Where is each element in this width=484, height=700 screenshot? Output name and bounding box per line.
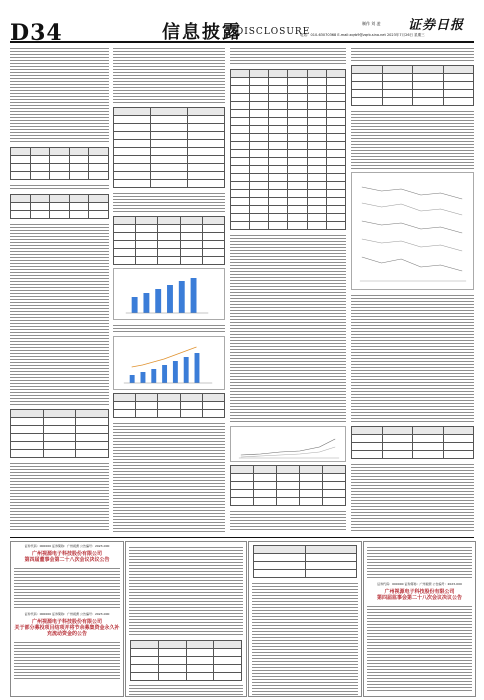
text-block: [113, 323, 225, 333]
text-block: [10, 222, 109, 406]
data-table: [130, 640, 242, 681]
text-block: [113, 421, 225, 532]
data-table: [253, 545, 357, 578]
text-block: [351, 109, 474, 169]
notice-company: 广州视源电子科技股份有限公司: [31, 551, 102, 557]
text-block: [351, 46, 474, 62]
bar: [143, 293, 149, 313]
column-4: [351, 46, 474, 532]
text-block: [10, 183, 109, 191]
data-table: [113, 216, 225, 265]
bar: [195, 353, 200, 383]
newspaper-logo: 证券日报: [408, 18, 465, 33]
data-table: [351, 65, 474, 106]
bar: [141, 372, 146, 383]
bar: [191, 278, 197, 313]
text-block: [367, 604, 472, 692]
data-table: [230, 69, 346, 230]
data-table: [351, 426, 474, 459]
text-block: [14, 566, 120, 610]
bar: [173, 361, 178, 383]
text-block: [230, 509, 346, 532]
notice-title: [13, 619, 121, 637]
text-block: [10, 461, 109, 532]
text-block: [367, 545, 472, 579]
bar: [151, 369, 156, 383]
text-block: [351, 293, 474, 423]
data-table: [10, 147, 109, 180]
notice-subject: 第四届董事会第二十八次会议决议公告: [24, 557, 110, 563]
section-divider: [10, 537, 474, 538]
bar-line-chart-figure: [113, 336, 225, 390]
stock-info: 证券代码：000000 证券简称：广州视源 公告编号：2023-000: [24, 544, 110, 548]
text-block: [230, 46, 346, 66]
bar: [167, 285, 173, 313]
text-block: [252, 581, 358, 697]
column-3: [230, 46, 346, 532]
bar-chart-figure: [113, 268, 225, 320]
notice-title: [13, 551, 121, 563]
stock-info: 证券代码：000000 证券简称：广州视源 公告编号：2023-000: [24, 612, 110, 616]
main-columns: [10, 46, 474, 532]
lower-notices: [10, 541, 474, 695]
column-2: [113, 46, 225, 532]
stock-info: 证券代码：000000 证券简称：广州视源 公告编号：2023-000: [377, 582, 462, 586]
text-block: [10, 46, 109, 144]
notice-company: 广州视源电子科技股份有限公司: [31, 619, 102, 625]
notice-box-middle-1: [125, 541, 247, 697]
text-block: [129, 545, 243, 637]
bar: [184, 357, 189, 383]
column-1: [10, 46, 109, 532]
notice-box-right: [363, 541, 476, 697]
multi-line-chart-figure: [351, 172, 474, 290]
data-table: [10, 194, 109, 219]
page-number: D34: [10, 20, 63, 46]
section-title: 信息披露: [162, 22, 242, 43]
text-block: [230, 233, 346, 423]
bar: [155, 289, 161, 313]
text-block: [113, 191, 225, 213]
bar: [162, 365, 167, 383]
data-table: [113, 393, 225, 418]
notice-box-middle-2: [248, 541, 362, 697]
notice-title: [366, 589, 473, 601]
section-title-en: DISCLOSURE: [236, 27, 311, 37]
editor-line: 制作 刘 凌: [362, 21, 381, 26]
contact-info: 电话：010-63070368 E-mail:zqrb9@zqrb.sina.net: [300, 33, 386, 37]
notice-subject: 关于部分募投项目结项并将节余募集资金永久补充流动资金的公告: [14, 625, 120, 637]
data-table: [10, 409, 109, 458]
bar: [179, 281, 185, 313]
text-block: [351, 462, 474, 532]
contact-line: [300, 33, 425, 38]
notice-subject: 第四届监事会第二十八次会议决议公告: [376, 595, 462, 601]
issue-weekday: 星期三: [414, 33, 425, 37]
notice-box-left: [10, 541, 124, 697]
issue-date: 2023年7月26日: [386, 33, 414, 37]
bar: [132, 297, 138, 313]
data-table: [230, 465, 346, 506]
line-chart-figure: [230, 426, 346, 462]
data-table: [113, 107, 225, 188]
notice-company: 广州视源电子科技股份有限公司: [384, 589, 455, 595]
bar: [130, 375, 135, 383]
text-block: [113, 46, 225, 104]
masthead-rule: [10, 41, 474, 43]
text-block: [14, 640, 120, 680]
text-block: [129, 683, 243, 697]
